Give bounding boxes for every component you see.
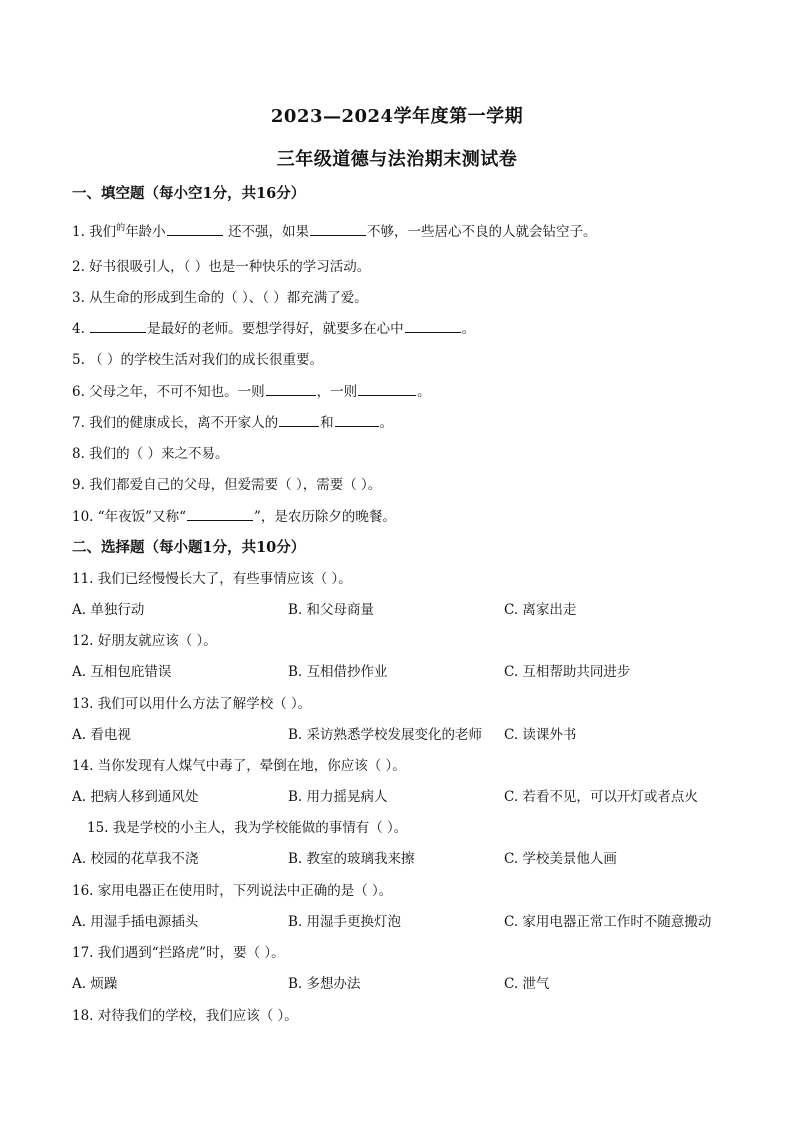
question-10 [72, 505, 396, 525]
q1-text-a: 1. 我们 [72, 224, 117, 240]
answer-blank [335, 412, 379, 427]
q4-text-a: 4. [72, 321, 90, 337]
options-12 [72, 660, 752, 680]
option-c: C. 学校美景他人画 [504, 851, 617, 867]
question-18: 18. 对待我们的学校，我们应该（ ）。 [72, 1008, 298, 1024]
q1-text-b: 年龄小 [125, 224, 166, 240]
option-a: A. 单独行动 [72, 602, 145, 618]
option-a: A. 看电视 [72, 727, 131, 743]
option-b: B. 用湿手更换灯泡 [288, 914, 402, 930]
question-14: 14. 当你发现有人煤气中毒了，晕倒在地，你应该（ ）。 [72, 758, 406, 774]
question-11: 11. 我们已经慢慢长大了，有些事情应该（ ）。 [72, 571, 352, 587]
answer-blank [167, 221, 223, 236]
question-13: 13. 我们可以用什么方法了解学校（ ）。 [72, 696, 312, 712]
section-heading-choice: 二、选择题（每小题1分，共10分） [72, 539, 306, 556]
option-b: B. 互相借抄作业 [288, 664, 388, 680]
options-13 [72, 723, 752, 743]
answer-blank [90, 318, 146, 333]
question-6 [72, 380, 431, 400]
q1-text-c: 还不强，如果 [223, 224, 309, 240]
q1-text-d: 不够，一些居心不良的人就会钻空子。 [366, 224, 597, 240]
option-c: C. 泄气 [504, 976, 550, 992]
option-b: B. 采访熟悉学校发展变化的老师 [288, 727, 483, 743]
q1-text-small: 的 [116, 223, 126, 234]
question-4 [72, 317, 475, 337]
answer-blank [405, 318, 461, 333]
section-heading-fill-blank: 一、填空题（每小空1分，共16分） [72, 185, 306, 202]
exam-title-subject: 三年级道德与法治期末测试卷 [276, 149, 518, 170]
answer-blank [310, 221, 366, 236]
option-a: A. 把病人移到通风处 [72, 789, 199, 805]
question-15: 15. 我是学校的小主人，我为学校能做的事情有（ ）。 [87, 820, 408, 836]
option-c: C. 家用电器正常工作时不随意搬动 [504, 914, 712, 930]
q7-text-a: 7. 我们的健康成长，离不开家人的 [72, 415, 279, 431]
option-b: B. 和父母商量 [288, 602, 375, 618]
answer-blank [358, 381, 416, 396]
answer-blank [187, 506, 253, 521]
option-b: B. 教室的玻璃我来擦 [288, 851, 415, 867]
option-a: A. 烦躁 [72, 976, 118, 992]
option-a: A. 校园的花草我不浇 [72, 851, 199, 867]
option-a: A. 用湿手插电源插头 [72, 914, 199, 930]
question-16: 16. 家用电器正在使用时，下列说法中正确的是（ ）。 [72, 883, 393, 899]
option-c: C. 若看不见，可以开灯或者点火 [504, 789, 698, 805]
question-8: 8. 我们的（ ）来之不易。 [72, 446, 229, 462]
option-c: C. 互相帮助共同进步 [504, 664, 631, 680]
option-b: B. 多想办法 [288, 976, 361, 992]
question-12: 12. 好朋友就应该（ ）。 [72, 633, 217, 649]
q6-text-c: 。 [417, 384, 431, 400]
q10-text-b: ”，是农历除夕的晚餐。 [253, 509, 396, 525]
q6-text-b: ，一则 [316, 384, 358, 400]
question-5: 5. （ ）的学校生活对我们的成长很重要。 [72, 352, 323, 368]
q4-text-b: 是最好的老师。要想学得好，就要多在心中 [147, 321, 404, 337]
question-2: 2. 好书很吸引人，（ ）也是一种快乐的学习活动。 [72, 259, 371, 275]
answer-blank [266, 381, 316, 396]
answer-blank [279, 412, 319, 427]
q10-text-a: 10. “年夜饭”又称“ [72, 509, 186, 525]
options-16 [72, 910, 752, 930]
question-1 [72, 220, 596, 240]
q7-text-c: 。 [379, 415, 394, 431]
option-c: C. 读课外书 [504, 727, 577, 743]
q7-text-b: 和 [320, 415, 334, 431]
question-17: 17. 我们遇到“拦路虎”时，要（ ）。 [72, 945, 285, 961]
options-15 [72, 847, 752, 867]
question-7 [72, 411, 393, 431]
option-b: B. 用力摇晃病人 [288, 789, 388, 805]
exam-title-year: 2023—2024学年度第一学期 [270, 106, 524, 127]
options-17 [72, 972, 752, 992]
q6-text-a: 6. 父母之年，不可不知也。一则 [72, 384, 265, 400]
option-a: A. 互相包庇错误 [72, 664, 172, 680]
options-11 [72, 598, 752, 618]
question-3: 3. 从生命的形成到生命的（ ）、（ ）都充满了爱。 [72, 290, 368, 306]
option-c: C. 离家出走 [504, 602, 577, 618]
q4-text-c: 。 [461, 321, 476, 337]
options-14 [72, 785, 752, 805]
question-9: 9. 我们都爱自己的父母，但爱需要（ ），需要（ ）。 [72, 477, 382, 493]
